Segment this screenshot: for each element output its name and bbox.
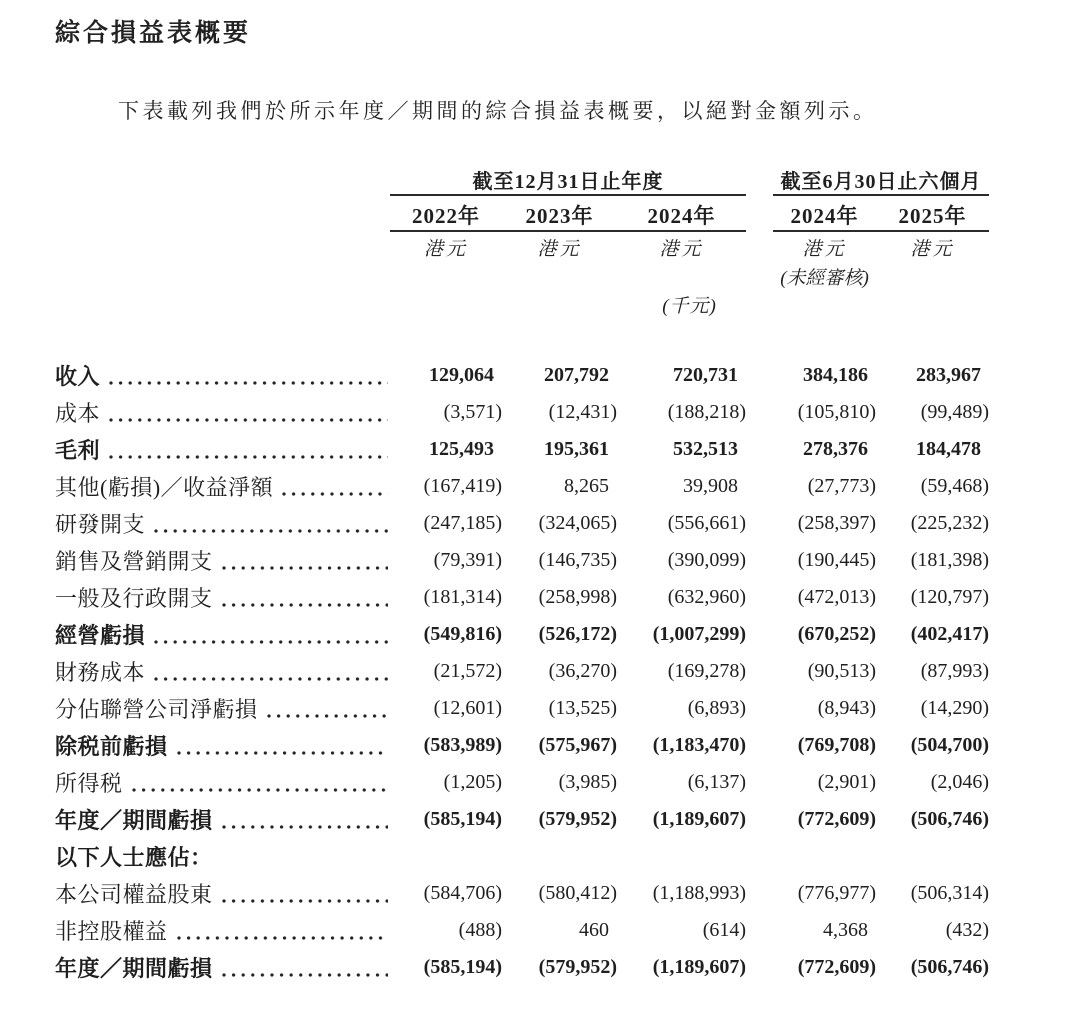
cell-value: (21,572) (433, 660, 502, 682)
cell-value: 283,967 (916, 364, 982, 386)
cell-value: 384,186 (803, 364, 869, 386)
row-label: 以下人士應佔： (55, 845, 213, 870)
cell-value: (181,398) (910, 549, 990, 571)
header-body-spacer (55, 319, 989, 357)
cell-value: (1,007,299) (652, 623, 747, 645)
header-spacer (55, 290, 390, 319)
column-gap (746, 764, 773, 801)
column-gap (746, 912, 773, 949)
table-row (55, 875, 989, 912)
cell-value: (59,468) (920, 475, 990, 497)
cell-value: 278,376 (803, 438, 869, 460)
table-row (55, 653, 989, 690)
cell-value: (36,270) (548, 660, 617, 682)
cell-value: 129,064 (429, 364, 494, 386)
cell-value: (190,445) (797, 549, 877, 571)
cell-value: (585,194) (423, 956, 502, 978)
cell-value: (580,412) (538, 882, 617, 904)
cell-value: (105,810) (797, 401, 877, 423)
cell-value: (776,977) (797, 882, 877, 904)
dot-leader (222, 899, 388, 903)
year-header-2024: 2024年 (617, 195, 746, 231)
cell-value: (585,194) (423, 808, 502, 830)
cell-value: 720,731 (673, 364, 739, 386)
table-row (55, 431, 989, 468)
unaudited-note: (未經審核) (780, 268, 869, 289)
period-group-annual: 截至12月31日止年度 (390, 165, 746, 195)
cell-value: (120,797) (910, 586, 990, 608)
cell-value: (14,290) (920, 697, 990, 719)
row-label: 其他(虧損)／收益淨額 (55, 475, 274, 500)
currency-header: 港元 (659, 239, 704, 260)
dot-leader (132, 788, 388, 792)
cell-value: (87,993) (920, 660, 990, 682)
currency-header: 港元 (802, 239, 847, 260)
column-gap (746, 231, 773, 263)
year-header-2025: 2025年 (876, 195, 989, 231)
cell-value: (258,998) (538, 586, 617, 608)
cell-value: (8,943) (817, 697, 877, 719)
row-label: 銷售及營銷開支 (55, 549, 213, 574)
dot-leader (282, 492, 388, 496)
table-row (55, 690, 989, 727)
cell-value: (1,189,607) (652, 956, 747, 978)
income-statement-table (55, 165, 989, 986)
row-label: 非控股權益 (55, 919, 168, 944)
row-label: 本公司權益股東 (55, 882, 213, 907)
cell-value: (79,391) (433, 549, 502, 571)
cell-value: (575,967) (538, 734, 617, 756)
cell-value: (99,489) (920, 401, 990, 423)
row-label: 分佔聯營公司淨虧損 (55, 697, 258, 722)
year-header-row (55, 195, 989, 231)
table-row (55, 764, 989, 801)
row-label: 經營虧損 (55, 623, 146, 648)
cell-value: (579,952) (538, 956, 617, 978)
cell-value (773, 838, 876, 875)
cell-value: (6,137) (687, 771, 747, 793)
cell-value: (3,985) (558, 771, 617, 793)
year-header-2022: 2022年 (390, 195, 502, 231)
cell-value: 532,513 (673, 438, 739, 460)
dot-leader (109, 455, 388, 459)
column-gap (746, 616, 773, 653)
cell-value: (769,708) (797, 734, 877, 756)
cell-value: (614) (702, 919, 747, 941)
column-gap (746, 579, 773, 616)
column-gap (746, 468, 773, 505)
table-row (55, 727, 989, 764)
year-header-2023: 2023年 (502, 195, 617, 231)
currency-header: 港元 (537, 239, 582, 260)
row-label: 一般及行政開支 (55, 586, 213, 611)
table-row (55, 801, 989, 838)
cell-value: (2,901) (817, 771, 877, 793)
dot-leader (222, 566, 388, 570)
cell-value: (579,952) (538, 808, 617, 830)
table-row (55, 912, 989, 949)
dot-leader (222, 825, 388, 829)
page-title: 綜合損益表概要 (55, 19, 252, 47)
cell-value: (146,735) (538, 549, 617, 571)
cell-value: (472,013) (797, 586, 877, 608)
column-gap (746, 195, 773, 231)
table-row (55, 542, 989, 579)
column-gap (746, 690, 773, 727)
header-spacer (55, 165, 390, 195)
cell-value: (247,185) (423, 512, 502, 534)
column-gap (746, 357, 773, 394)
year-header-2024-interim: 2024年 (773, 195, 876, 231)
dot-leader (154, 640, 388, 644)
cell-value: (1,183,470) (652, 734, 747, 756)
cell-value: (13,525) (548, 697, 617, 719)
column-gap (746, 542, 773, 579)
cell-value: (188,218) (667, 401, 747, 423)
row-label: 研發開支 (55, 512, 146, 537)
row-label: 所得税 (55, 771, 123, 796)
column-gap (746, 431, 773, 468)
cell-value: (584,706) (423, 882, 502, 904)
cell-value: (225,232) (910, 512, 990, 534)
cell-value: 39,908 (683, 475, 739, 497)
column-gap (746, 165, 773, 195)
dot-leader (154, 529, 388, 533)
dot-leader (154, 677, 388, 681)
cell-value: 4,368 (823, 919, 869, 941)
dot-leader (267, 714, 388, 718)
row-label: 財務成本 (55, 660, 146, 685)
cell-value: (772,609) (797, 956, 877, 978)
cell-value: (258,397) (797, 512, 877, 534)
cell-value: (432) (945, 919, 990, 941)
cell-value: 460 (579, 919, 609, 941)
row-label: 年度／期間虧損 (55, 808, 213, 833)
row-label: 除税前虧損 (55, 734, 168, 759)
cell-value: (488) (458, 919, 502, 941)
cell-value: (3,571) (443, 401, 502, 423)
cell-value: 8,265 (564, 475, 609, 497)
cell-value: (2,046) (930, 771, 990, 793)
unit-note-row (55, 290, 989, 319)
cell-value: (167,419) (423, 475, 502, 497)
cell-value: (181,314) (423, 586, 502, 608)
row-label: 毛利 (55, 438, 101, 463)
column-gap (746, 505, 773, 542)
column-gap (746, 653, 773, 690)
cell-value: (556,661) (667, 512, 747, 534)
unaudited-note-row (55, 263, 989, 290)
cell-value: (506,746) (910, 956, 990, 978)
table-row (55, 505, 989, 542)
cell-value: (583,989) (423, 734, 502, 756)
cell-value: (526,172) (538, 623, 617, 645)
row-label: 成本 (55, 401, 101, 426)
column-gap (746, 394, 773, 431)
column-gap (746, 727, 773, 764)
table-row (55, 579, 989, 616)
dot-leader (222, 603, 388, 607)
dot-leader (109, 418, 388, 422)
cell-value: 184,478 (916, 438, 982, 460)
column-gap (746, 263, 773, 290)
period-group-interim: 截至6月30日止六個月 (773, 165, 989, 195)
cell-value: (90,513) (807, 660, 877, 682)
header-spacer (55, 195, 390, 231)
cell-value: (504,700) (910, 734, 990, 756)
currency-header: 港元 (423, 239, 468, 260)
cell-value: (324,065) (538, 512, 617, 534)
column-gap (746, 875, 773, 912)
cell-value: (1,188,993) (652, 882, 747, 904)
cell-value: (390,099) (667, 549, 747, 571)
cell-value: (169,278) (667, 660, 747, 682)
cell-value: (12,601) (433, 697, 502, 719)
cell-value: (12,431) (548, 401, 617, 423)
cell-value (617, 838, 746, 875)
header-spacer (55, 263, 390, 290)
period-group-row (55, 165, 989, 195)
table-row (55, 468, 989, 505)
cell-value: 207,792 (544, 364, 609, 386)
cell-value: (6,893) (687, 697, 747, 719)
cell-value (390, 838, 502, 875)
row-label: 年度／期間虧損 (55, 956, 213, 981)
column-gap (746, 838, 773, 875)
header-spacer (55, 231, 390, 263)
table-row (55, 394, 989, 431)
cell-value: 195,361 (544, 438, 609, 460)
cell-value (502, 838, 617, 875)
cell-value: (506,314) (910, 882, 990, 904)
row-label: 收入 (55, 364, 101, 389)
table-row (55, 949, 989, 986)
cell-value (876, 838, 989, 875)
column-gap (746, 801, 773, 838)
column-gap (746, 949, 773, 986)
cell-value: (1,205) (443, 771, 502, 793)
table-header (55, 165, 989, 357)
cell-value: (402,417) (910, 623, 990, 645)
income-table-body (55, 357, 989, 986)
cell-value: (506,746) (910, 808, 990, 830)
cell-value: (670,252) (797, 623, 877, 645)
table-row (55, 616, 989, 653)
cell-value: (1,189,607) (652, 808, 747, 830)
dot-leader (177, 751, 388, 755)
cell-value: (549,816) (423, 623, 502, 645)
table-row (55, 357, 989, 394)
currency-header: 港元 (910, 239, 955, 260)
dot-leader (109, 381, 388, 385)
currency-row (55, 231, 989, 263)
table-row (55, 838, 989, 875)
dot-leader (222, 973, 388, 977)
intro-paragraph: 下表載列我們於所示年度／期間的綜合損益表概要，以絕對金額列示。 (118, 99, 878, 123)
unit-note: (千元) (662, 296, 717, 317)
cell-value: (632,960) (667, 586, 747, 608)
cell-value: 125,493 (429, 438, 494, 460)
dot-leader (177, 936, 388, 940)
cell-value: (772,609) (797, 808, 877, 830)
cell-value: (27,773) (807, 475, 877, 497)
